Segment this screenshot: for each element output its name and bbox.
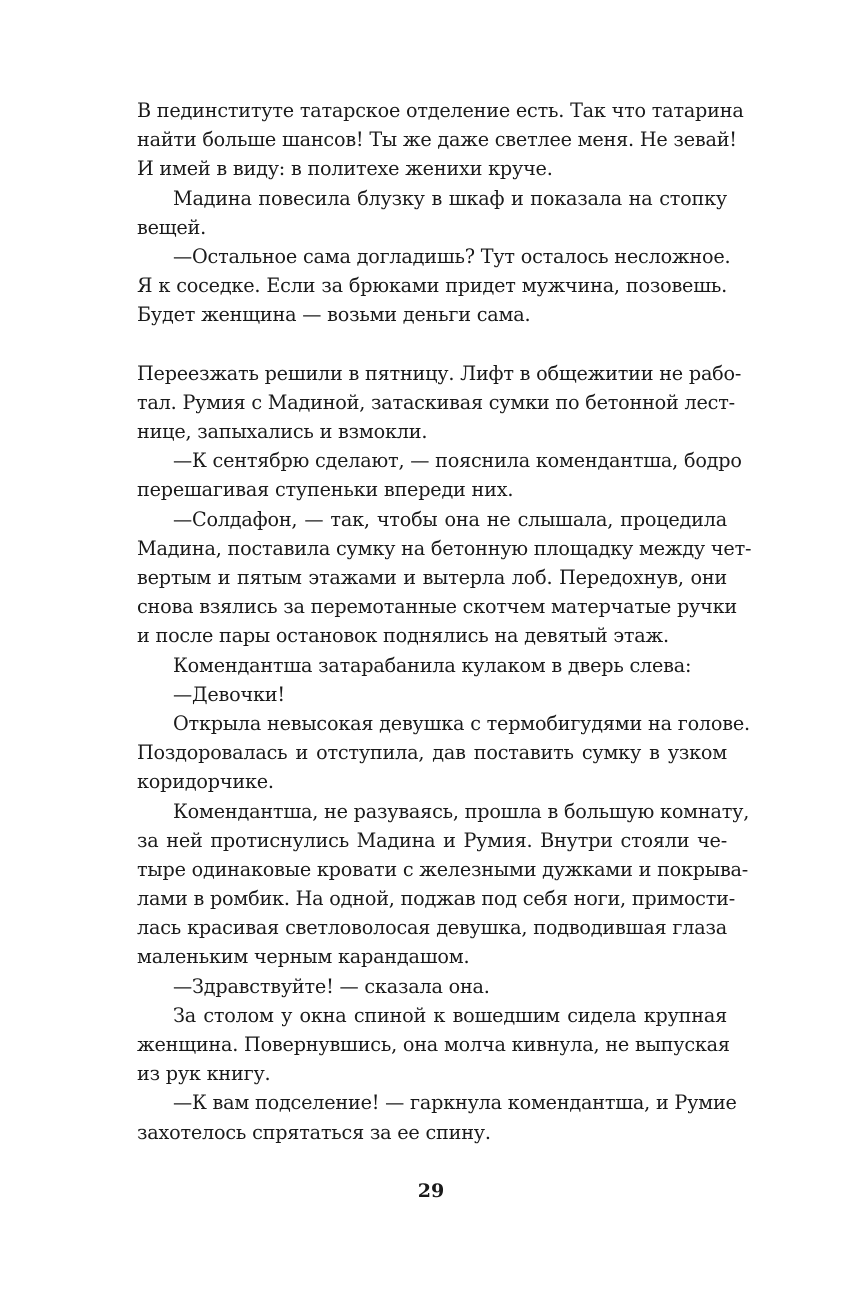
- text-line: Будет женщина — возьми деньги сама.: [137, 303, 531, 327]
- section-break: [137, 330, 727, 359]
- text-line: лась красивая светловолосая девушка, подводившая глаза: [137, 916, 727, 940]
- text-line: —К сентябрю сделают, — пояснила комендантша, бодро: [173, 449, 742, 473]
- text-line: —К вам подселение! — гаркнула комендантша, и Румие: [173, 1091, 737, 1115]
- text-line: женщина. Повернувшись, она молча кивнула, не выпуская: [137, 1033, 730, 1056]
- text-line: —Солдафон, — так, чтобы она не слышала, процедила: [173, 507, 727, 531]
- text-line: найти больше шансов! Ты же даже светлее меня. Не зевай!: [137, 128, 737, 152]
- text-line: За столом у окна спиной к вошедшим сидела крупная: [173, 1003, 727, 1027]
- text-line: маленьким черным карандашом.: [137, 945, 470, 969]
- page-number: 29: [417, 1180, 445, 1202]
- text-line: Мадина, поставила сумку на бетонную площадку между чет-: [137, 536, 752, 560]
- text-line: тыре одинаковые кровати с железными дужками и покрыва-: [137, 857, 749, 881]
- text-line: Переезжать решили в пятницу. Лифт в общежитии не рабо-: [137, 361, 742, 385]
- text-line: Комендантша затарабанила кулаком в дверь слева:: [173, 653, 692, 677]
- text-line: —Здравствуйте! — сказала она.: [173, 974, 490, 998]
- text-line: и после пары остановок поднялись на девятый этаж.: [137, 624, 669, 648]
- text-line: Открыла невысокая девушка с термобигудями на голове.: [173, 711, 750, 735]
- text-line: снова взялись за перемотанные скотчем матерчатые ручки: [137, 595, 737, 619]
- text-line: Я к соседке. Если за брюками придет мужчина, позовешь.: [137, 274, 727, 298]
- text-line: коридорчике.: [137, 770, 274, 794]
- text-line: В пединституте татарское отделение есть. Так что татарина: [137, 99, 744, 122]
- text-line: перешагивая ступеньки впереди них.: [137, 478, 514, 502]
- text-line: —Девочки!: [173, 682, 285, 706]
- text-line: лами в ромбик. На одной, поджав под себя ноги, примости-: [137, 887, 736, 911]
- text-line: И имей в виду: в политехе женихи круче.: [137, 157, 553, 181]
- page-body: [137, 96, 752, 1147]
- text-line: Мадина повесила блузку в шкаф и показала на стопку: [173, 186, 727, 210]
- text-line: захотелось спрятаться за ее спину.: [137, 1120, 491, 1144]
- text-line: за ней протиснулись Мадина и Румия. Внутри стояли че-: [137, 828, 727, 852]
- text-line: вертым и пятым этажами и вытерла лоб. Передохнув, они: [137, 566, 727, 589]
- text-line: Комендантша, не разуваясь, прошла в большую комнату,: [173, 799, 750, 823]
- text-line: Поздоровалась и отступила, дав поставить сумку в узком: [137, 741, 727, 765]
- text-line: —Остальное сама догладишь? Тут осталось несложное.: [173, 244, 731, 268]
- text-line: из рук книгу.: [137, 1062, 271, 1086]
- text-line: вещей.: [137, 215, 207, 239]
- text-line: нице, запыхались и взмокли.: [137, 420, 428, 444]
- text-line: тал. Румия с Мадиной, затаскивая сумки по бетонной лест-: [137, 390, 735, 414]
